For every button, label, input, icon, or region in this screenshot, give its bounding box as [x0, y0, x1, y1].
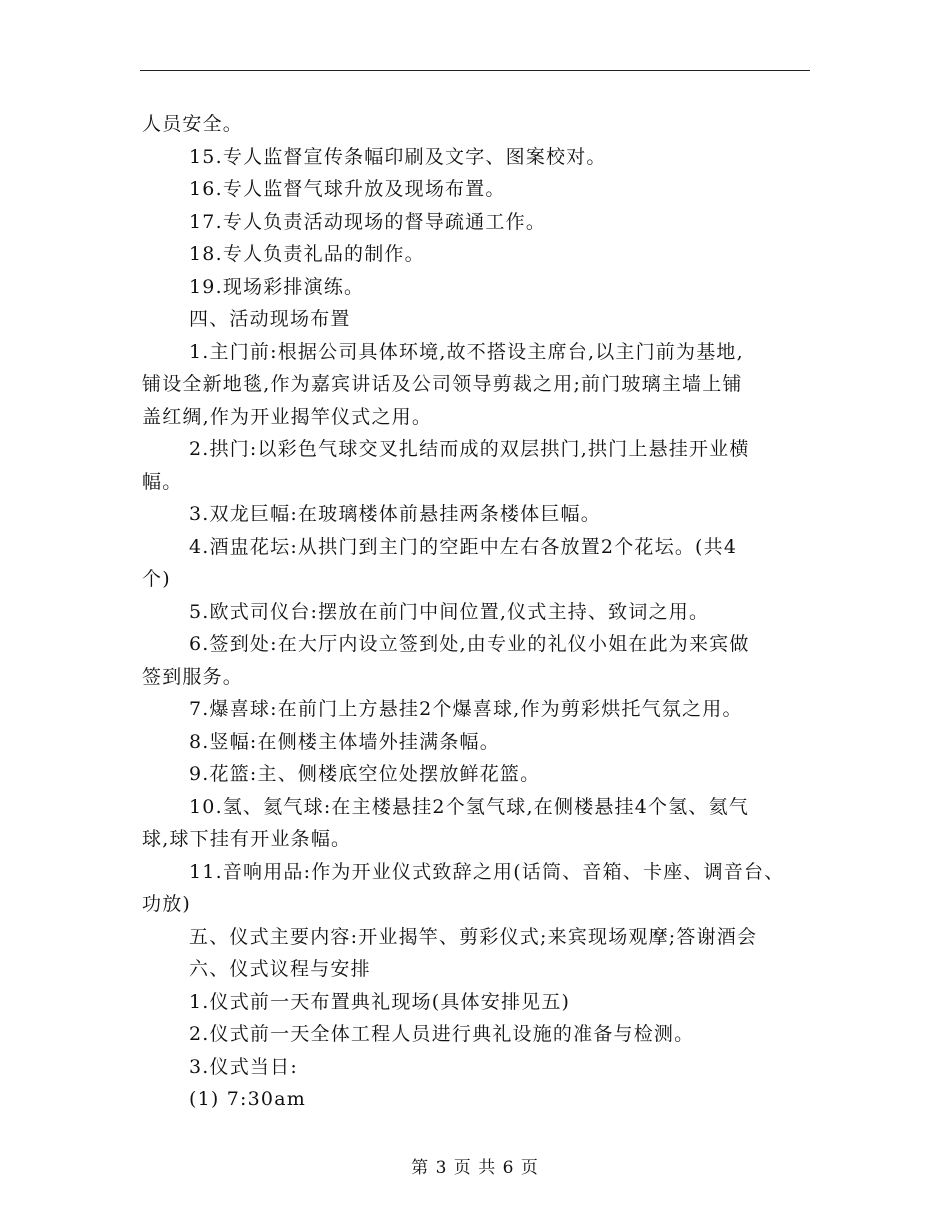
text-line: (1) 7:30am: [189, 1088, 306, 1110]
text-line: 5.欧式司仪台:摆放在前门中间位置,仪式主持、致词之用。: [189, 600, 710, 623]
text-line: 3.双龙巨幅:在玻璃楼体前悬挂两条楼体巨幅。: [189, 503, 601, 525]
text-line: 四、活动现场布置: [189, 308, 351, 330]
text-line: 7.爆喜球:在前门上方悬挂2个爆喜球,作为剪彩烘托气氛之用。: [189, 698, 743, 720]
text-line: 15.专人监督宣传条幅印刷及文字、图案校对。: [189, 145, 607, 168]
text-line: 幅。: [142, 470, 183, 493]
text-line: 盖红绸,作为开业揭竿仪式之用。: [142, 405, 433, 428]
text-line: 17.专人负责活动现场的督导疏通工作。: [189, 210, 547, 233]
text-line: 五、仪式主要内容:开业揭竿、剪彩仪式;来宾现场观摩;答谢酒会: [189, 925, 758, 948]
text-line: 4.酒盅花坛:从拱门到主门的空距中左右各放置2个花坛。(共4: [189, 535, 738, 558]
header-divider: [140, 70, 810, 71]
text-line: 16.专人监督气球升放及现场布置。: [189, 178, 506, 200]
text-line: 1.仪式前一天布置典礼现场(具体安排见五): [189, 990, 571, 1013]
text-line: 9.花篮:主、侧楼底空位处摆放鲜花篮。: [189, 763, 541, 785]
text-line: 球,球下挂有开业条幅。: [142, 828, 352, 850]
text-line: 11.音响用品:作为开业仪式致辞之用(话筒、音箱、卡座、调音台、: [189, 860, 785, 883]
page-footer: 第 3 页 共 6 页: [411, 1158, 539, 1178]
text-line: 2.拱门:以彩色气球交叉扎结而成的双层拱门,拱门上悬挂开业横: [189, 438, 750, 460]
text-line: 铺设全新地毯,作为嘉宾讲话及公司领导剪裁之用;前门玻璃主墙上铺: [142, 373, 743, 395]
text-line: 签到服务。: [142, 665, 244, 688]
text-line: 个): [142, 568, 171, 590]
text-line: 1.主门前:根据公司具体环境,故不搭设主席台,以主门前为基地,: [189, 340, 744, 363]
document-body: [142, 108, 822, 1116]
text-line: 2.仪式前一天全体工程人员进行典礼设施的准备与检测。: [189, 1023, 695, 1045]
text-line: 功放): [142, 893, 192, 915]
text-line: 10.氢、氦气球:在主楼悬挂2个氢气球,在侧楼悬挂4个氢、氦气: [189, 795, 750, 818]
text-line: 18.专人负责礼品的制作。: [189, 243, 425, 265]
text-line: 6.签到处:在大厅内设立签到处,由专业的礼仪小姐在此为来宾做: [189, 633, 750, 655]
text-line: 8.竖幅:在侧楼主体墙外挂满条幅。: [189, 730, 500, 753]
text-line: 人员安全。: [142, 113, 244, 135]
text-line: 六、仪式议程与安排: [189, 958, 371, 980]
text-line: 3.仪式当日:: [189, 1055, 298, 1078]
text-line: 19.现场彩排演练。: [189, 275, 365, 298]
